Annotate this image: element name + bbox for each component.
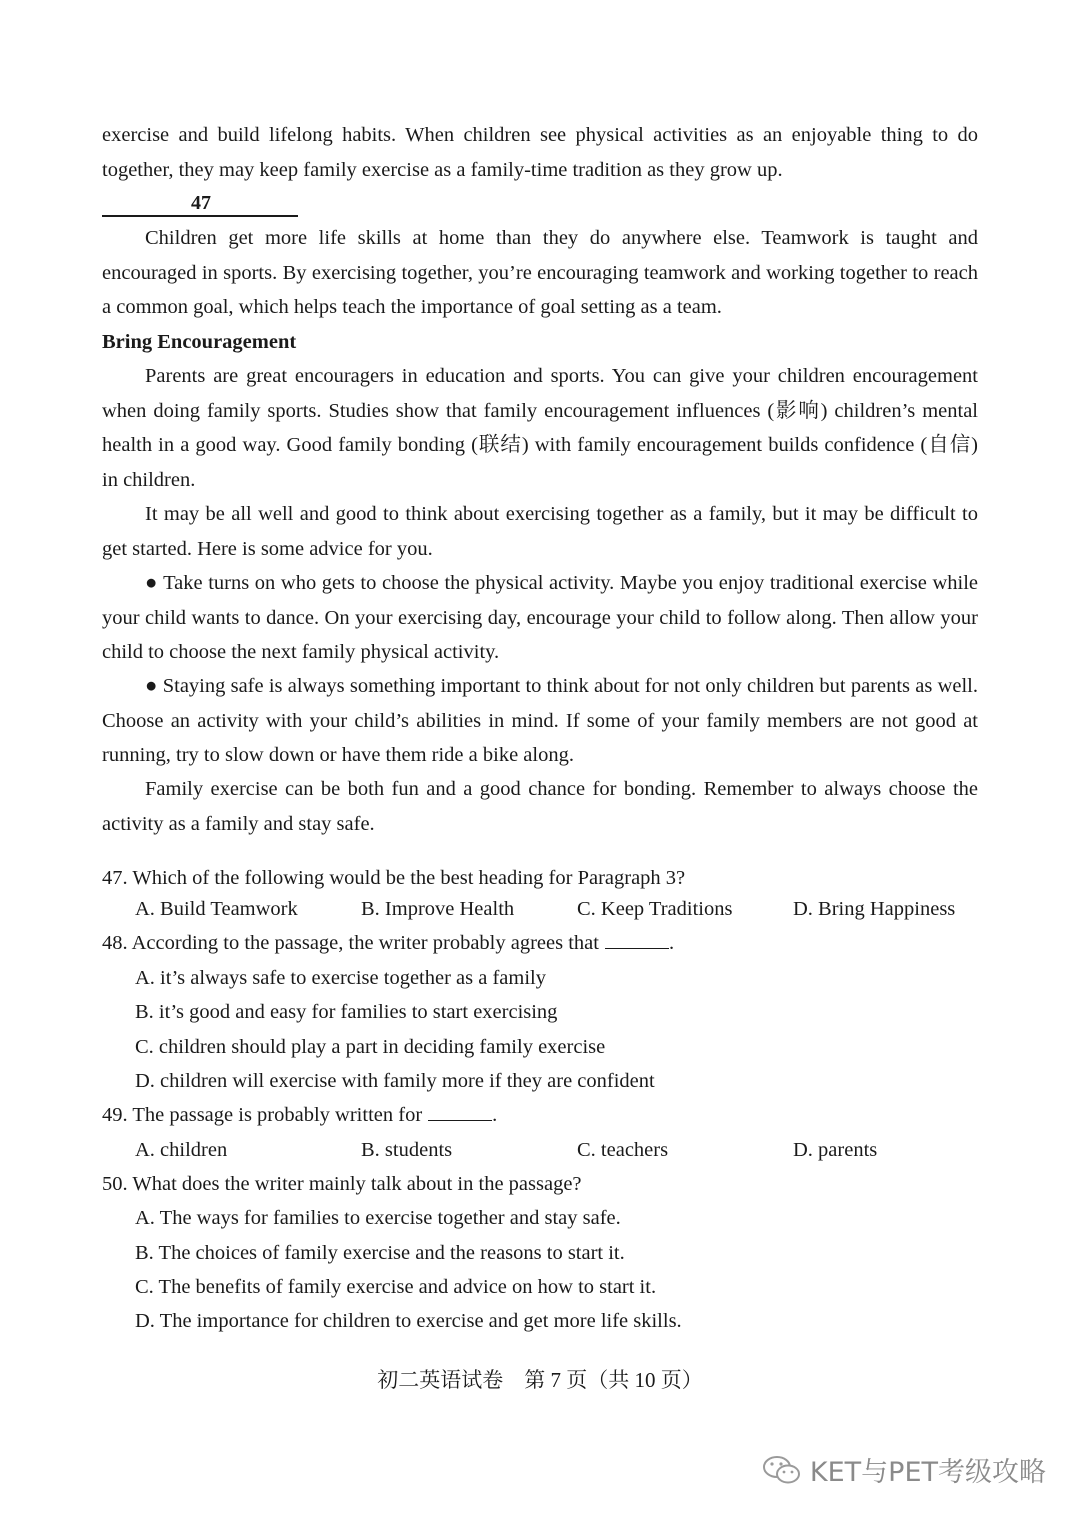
q49-stem-end: . — [492, 1104, 498, 1126]
question-50-stem: 50. What does the writer mainly talk about in the passage? — [102, 1173, 582, 1195]
q49-stem-text: 49. The passage is probably written for — [102, 1104, 423, 1126]
page-footer: 初二英语试卷 第 7 页（共 10 页） — [377, 1368, 703, 1392]
q49-option-a: A. children — [135, 1139, 228, 1161]
q48-stem-end: . — [668, 932, 675, 954]
blank-number: 47 — [191, 192, 211, 214]
q49-option-b: B. students — [361, 1139, 453, 1161]
q48-option-a: A. it’s always safe to exercise together as a family — [135, 967, 546, 989]
question-48-stem — [102, 926, 674, 960]
advice-bullet-2: ● Staying safe is always something important to think about for not only children but parents as well. Choose an activity with your child’s abilities in mind. If some of your family members are not good at running, try to slow down or have them ride a bike along. — [102, 675, 978, 766]
question-49-stem — [102, 1098, 497, 1132]
q48-option-c: C. children should play a part in deciding family exercise — [135, 1036, 606, 1058]
watermark — [762, 1450, 1046, 1489]
q47-option-b: B. Improve Health — [361, 898, 515, 920]
q49-option-c: C. teachers — [577, 1139, 669, 1161]
answer-blank — [428, 1102, 492, 1121]
q48-stem-text: 48. According to the passage, the writer probably agrees that — [102, 932, 599, 954]
wechat-icon — [762, 1454, 802, 1486]
q48-option-b: B. it’s good and easy for families to start exercising — [135, 1001, 558, 1023]
q48-option-d: D. children will exercise with family more if they are confident — [135, 1070, 655, 1092]
paragraph-3: Parents are great encouragers in education and sports. You can give your children encouragement when doing family sports. Studies show that family encouragement influences (影响) children’s mental health in a good way. Good family bonding (联结) with family encouragement builds confidence (自信) in children. — [102, 365, 978, 491]
q47-option-a: A. Build Teamwork — [135, 898, 298, 920]
question-47-stem: 47. Which of the following would be the best heading for Paragraph 3? — [102, 867, 686, 889]
q49-option-d: D. parents — [793, 1139, 878, 1161]
paragraph-1: exercise and build lifelong habits. When children see physical activities as an enjoyable thing to do together, they may keep family exercise as a family-time tradition as they grow up. — [102, 124, 978, 181]
section-heading-bring-encouragement: Bring Encouragement — [102, 331, 297, 353]
advice-bullet-1: ● Take turns on who gets to choose the physical activity. Maybe you enjoy traditional exercise while your child wants to dance. On your exercising day, encourage your child to follow along. Then allow your child to choose the next family physical activity. — [102, 572, 978, 663]
q50-option-c: C. The benefits of family exercise and advice on how to start it. — [135, 1276, 657, 1298]
heading-blank-47 — [102, 190, 298, 217]
watermark-text: KET与PET考级攻略 — [809, 1457, 1046, 1488]
q50-option-a: A. The ways for families to exercise together and stay safe. — [135, 1207, 621, 1229]
paragraph-conclusion: Family exercise can be both fun and a good chance for bonding. Remember to always choose the activity as a family and stay safe. — [102, 778, 978, 835]
q47-option-d: D. Bring Happiness — [793, 898, 956, 920]
q47-option-c: C. Keep Traditions — [577, 898, 733, 920]
paragraph-2: Children get more life skills at home than they do anywhere else. Teamwork is taught and encouraged in sports. By exercising together, you’re encouraging teamwork and working together to reach a common goal, which helps teach the importance of goal setting as a team. — [102, 227, 978, 318]
q50-option-b: B. The choices of family exercise and the reasons to start it. — [135, 1242, 625, 1264]
paragraph-4: It may be all well and good to think about exercising together as a family, but it may be difficult to get started. Here is some advice for you. — [102, 503, 978, 560]
q50-option-d: D. The importance for children to exercise and get more life skills. — [135, 1310, 682, 1332]
answer-blank — [605, 930, 669, 949]
